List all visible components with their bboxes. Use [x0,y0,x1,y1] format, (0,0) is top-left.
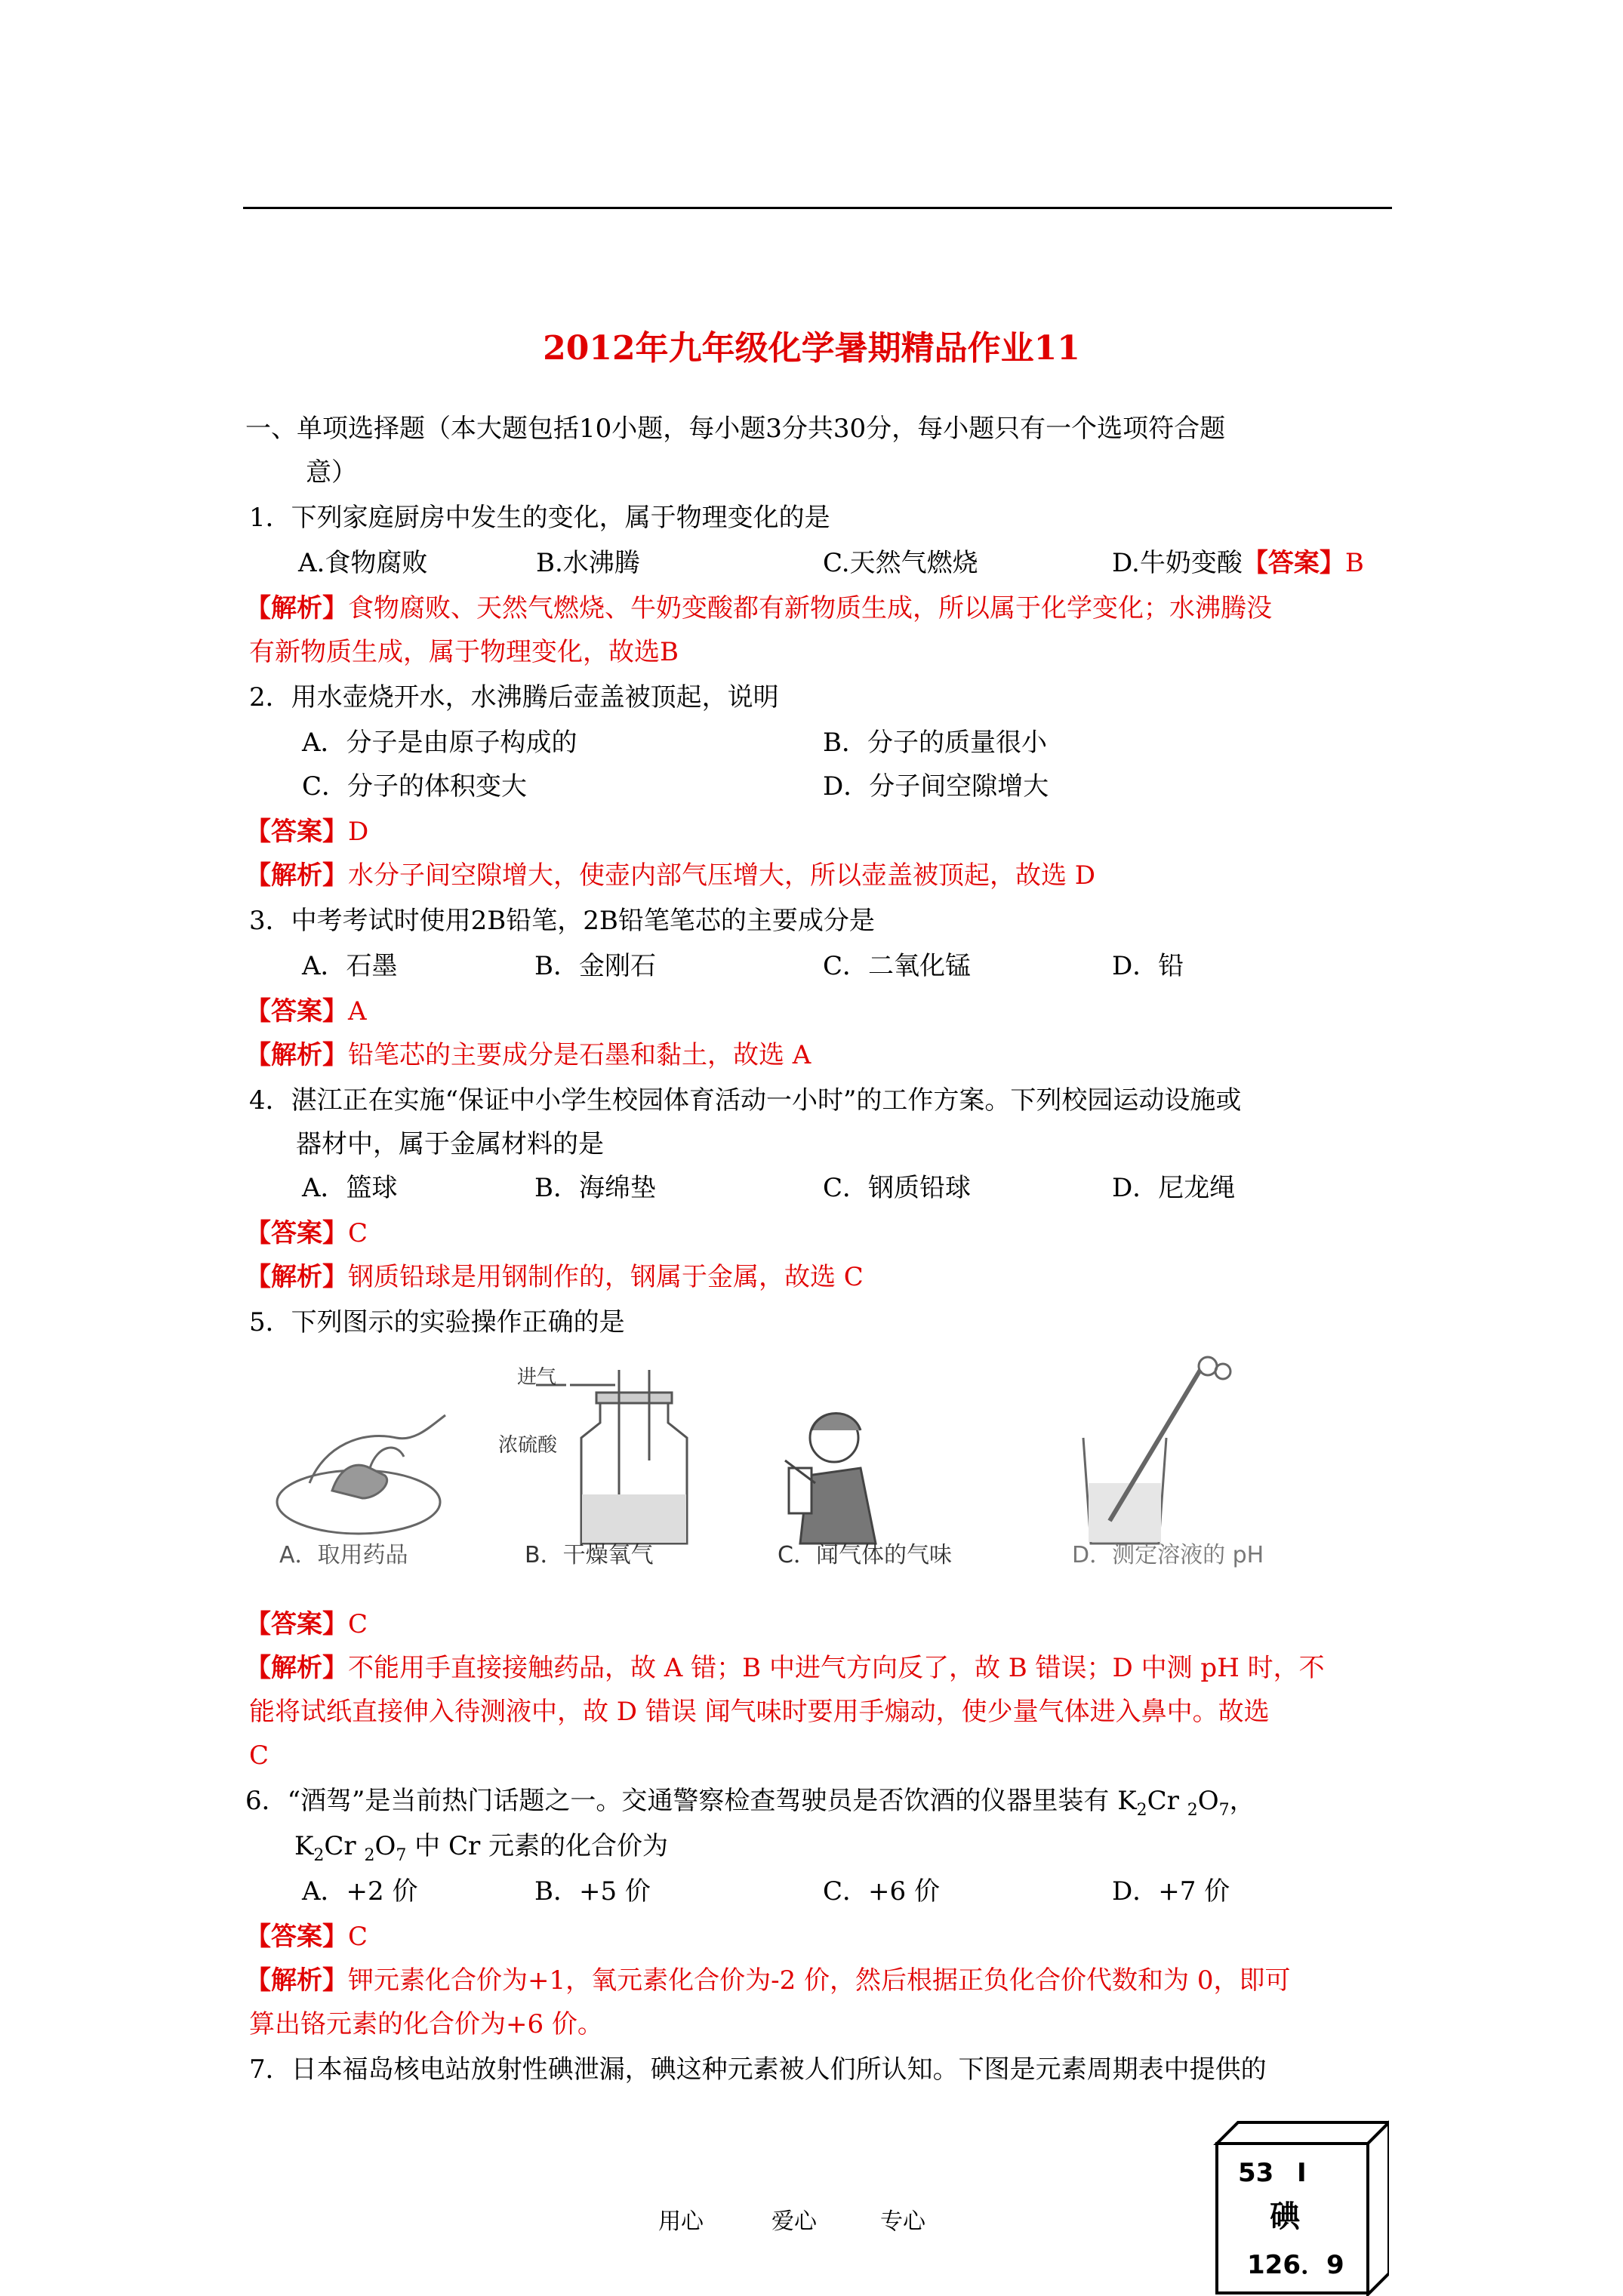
q6-stem-line2 [294,1830,668,1873]
figure-d-beaker-icon [1083,1357,1230,1543]
page-title: 2012年九年级化学暑期精品作业11 [543,329,1080,368]
q2-answer-line [245,815,368,848]
figure-b-label: B．干燥氧气 [525,1542,654,1568]
q5-answer-tag: 【答案】 [245,1609,348,1639]
q1-option-b: B.水沸腾 [536,548,640,578]
section-heading: 一、单项选择题（本大题包括10小题，每小题3分共30分，每小题只有一个选项符合题 [245,414,1226,444]
q3-option-a: A．石墨 [302,951,398,981]
figure-b-bottle-icon [536,1370,687,1543]
q4-analysis-line [245,1260,864,1294]
q4-answer-line [245,1217,368,1250]
element-number: 53 [1238,2158,1274,2188]
q6-option-c: C．+6 价 [823,1876,940,1907]
figure-d-label: D．测定溶液的 pH [1072,1542,1264,1568]
q2-answer: D [348,817,369,847]
q6-answer-line [245,1920,368,1953]
q3-stem: 3．中考考试时使用2B铅笔，2B铅笔笔芯的主要成分是 [249,906,875,936]
q1-stem: 1．下列家庭厨房中发生的变化，属于物理变化的是 [249,503,830,533]
q1-analysis-tag: 【解析】 [245,593,348,623]
q4-answer-tag: 【答案】 [245,1218,348,1248]
q5-analysis-text1: 不能用手直接接触药品，故 A 错；B 中进气方向反了，故 B 错误；D 中测 pH 时，不 [348,1653,1325,1683]
q6-line2-sub3: 7 [396,1846,407,1865]
q6-stem-a: 6．“酒驾”是当前热门话题之一。交通警察检查驾驶员是否饮酒的仪器里装有 K [245,1786,1137,1816]
header-rule [243,207,1392,209]
q6-stem-sub2: 2 [1187,1801,1198,1820]
figure-a-hand-icon [277,1415,445,1534]
q6-option-d: D．+7 价 [1112,1876,1230,1907]
q2-option-d: D．分子间空隙增大 [823,771,1049,802]
q1-analysis-line2: 有新物质生成，属于物理变化，故选B [249,637,679,667]
q6-analysis-line1 [245,1964,1291,1997]
q1-analysis-line1 [245,592,1272,625]
q3-answer-tag: 【答案】 [245,996,348,1026]
q4-analysis-tag: 【解析】 [245,1262,348,1292]
q2-option-a: A．分子是由原子构成的 [302,728,577,758]
element-name: 碘 [1270,2199,1300,2234]
q6-line2-sub2: 2 [364,1846,375,1865]
q3-option-b: B．金刚石 [534,951,656,981]
q3-answer: A [348,996,367,1026]
q6-stem-sub3: 7 [1218,1801,1230,1820]
q2-analysis-tag: 【解析】 [245,860,348,891]
q4-stem-line1: 4．湛江正在实施“保证中小学生校园体育活动一小时”的工作方案。下列校园运动设施或 [249,1085,1242,1116]
element-mass: 126．9 [1247,2250,1344,2280]
q1-option-a: A.食物腐败 [298,548,428,578]
q5-answer-line [245,1608,368,1641]
q1-answer-tag: 【答案】 [1242,548,1345,578]
figure-b-acid-label: 浓硫酸 [498,1434,558,1457]
q3-option-c: C．二氧化锰 [823,951,972,981]
element-symbol: I [1297,2158,1307,2188]
section-heading-cont: 意） [306,457,357,488]
q6-answer-tag: 【答案】 [245,1922,348,1952]
q6-option-a: A．+2 价 [302,1876,418,1907]
footer-text-3: 专心 [880,2208,925,2235]
q4-option-b: B．海绵垫 [534,1173,656,1203]
q5-stem: 5．下列图示的实验操作正确的是 [249,1307,625,1337]
figure-c-label: C．闻气体的气味 [778,1542,952,1568]
q6-line2-e: O [374,1831,396,1861]
q3-answer-line [245,995,367,1028]
q5-answer: C [348,1609,368,1639]
figure-c-person-icon [785,1414,876,1544]
q1-option-c: C.天然气燃烧 [823,548,978,578]
q4-option-d: D．尼龙绳 [1112,1173,1236,1203]
element-tile-iodine [1208,2115,1389,2296]
footer-text-1: 用心 [658,2208,704,2235]
q6-analysis-line2: 算出铬元素的化合价为+6 价。 [249,2009,603,2039]
q1-analysis-text1: 食物腐败、天然气燃烧、牛奶变酸都有新物质生成，所以属于化学变化；水沸腾没 [348,593,1272,623]
q6-stem-sub1: 2 [1136,1801,1147,1820]
q2-option-c: C．分子的体积变大 [302,771,528,802]
figure-a-label: A．取用药品 [279,1542,408,1568]
q6-stem-g: ， [1229,1786,1255,1816]
figure-b-in-gas-label: 进气 [517,1366,557,1389]
q6-line2-c: Cr [324,1831,365,1861]
q5-analysis-line2: 能将试纸直接伸入待测液中，故 D 错误 闻气味时要用手煽动，使少量气体进入鼻中。故选 [249,1697,1270,1727]
q6-line2-a: K [294,1831,314,1861]
q2-analysis-text: 水分子间空隙增大，使壶内部气压增大，所以壶盖被顶起，故选 D [348,860,1096,891]
q6-answer: C [348,1922,368,1952]
q6-stem-c: Cr [1147,1786,1187,1816]
q5-analysis-tag: 【解析】 [245,1653,348,1683]
q6-stem-line1 [245,1784,1255,1827]
q1-answer: B [1344,548,1364,578]
q7-stem: 7．日本福岛核电站放射性碘泄漏，碘这种元素被人们所认知。下图是元素周期表中提供的 [249,2054,1267,2085]
q6-analysis-text1: 钾元素化合价为+1，氧元素化合价为-2 价，然后根据正负化合价代数和为 0，即可 [348,1965,1291,1996]
q3-analysis-tag: 【解析】 [245,1040,348,1070]
q2-option-b: B．分子的质量很小 [823,728,1047,758]
q4-option-a: A．篮球 [302,1173,398,1203]
q2-analysis-line [245,859,1095,892]
footer-text-2: 爱心 [771,2208,817,2235]
q1-option-d: D.牛奶变酸 [1112,548,1243,578]
q3-analysis-line [245,1039,811,1072]
q3-option-d: D．铅 [1112,951,1184,981]
q5-analysis-line1 [245,1651,1325,1685]
q6-analysis-tag: 【解析】 [245,1965,348,1996]
q4-option-c: C．钢质铅球 [823,1173,972,1203]
q4-analysis-text: 钢质铅球是用钢制作的，钢属于金属，故选 C [348,1262,864,1292]
q6-line2-sub1: 2 [313,1846,325,1865]
q5-analysis-line3: C [249,1740,269,1771]
q6-line2-g: 中 Cr 元素的化合价为 [406,1831,669,1861]
q2-stem: 2．用水壶烧开水，水沸腾后壶盖被顶起，说明 [249,682,779,712]
q5-figure [264,1355,1321,1581]
q4-stem-line2: 器材中，属于金属材料的是 [296,1129,604,1159]
q3-analysis-text: 铅笔芯的主要成分是石墨和黏土，故选 A [348,1040,812,1070]
q6-stem-e: O [1197,1786,1219,1816]
q6-option-b: B．+5 价 [534,1876,651,1907]
q4-answer: C [348,1218,368,1248]
q2-answer-tag: 【答案】 [245,817,348,847]
q1-option-d-answer [1112,546,1364,580]
